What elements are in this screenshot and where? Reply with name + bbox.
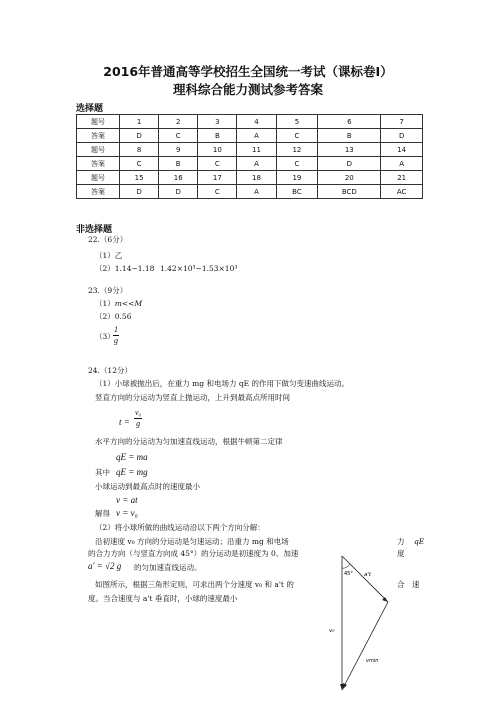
answer-table-cell: 5 <box>276 115 318 129</box>
answer-table-cell: B <box>318 129 381 143</box>
answer-table-cell: A <box>381 157 423 171</box>
answer-table-cell: 20 <box>318 171 381 185</box>
answer-table-cell: BC <box>276 185 318 199</box>
answer-table-number-row <box>77 171 423 185</box>
q24-line9: 的合力方向（与竖直方向成 45°）的分运动是初速度为 0、加速 <box>88 549 299 558</box>
answer-table-cell: C <box>276 157 318 171</box>
q22-part2-a: （2）1.14~1.18 <box>95 264 155 273</box>
q24-eq-t-fraction <box>134 408 142 429</box>
q24-line2: 竖直方向的分运动为竖直上抛运动，上升到最高点所用时间 <box>95 393 290 402</box>
answer-table-cell: 4 <box>237 115 276 129</box>
answer-table-cell: 8 <box>120 143 159 157</box>
answer-table-cell: B <box>159 157 198 171</box>
resultant-vector <box>342 602 388 690</box>
angle-arc <box>342 564 350 568</box>
angle-label: 45° <box>344 571 353 577</box>
answer-table-cell: 13 <box>318 143 381 157</box>
q24-line8-right-a: 力 <box>397 537 405 546</box>
vmin-label: vmin <box>366 658 379 664</box>
q22-part1: （1）乙 <box>95 251 123 260</box>
q24-eq-v-v0: v = v₀ <box>116 508 138 518</box>
q24-line10: 的匀加速直线运动。 <box>134 563 202 572</box>
q23-part2: （2）0.56 <box>95 312 132 321</box>
answer-table-cell: A <box>237 157 276 171</box>
answer-table-row-header: 题号 <box>77 115 120 129</box>
answer-table-cell: 12 <box>276 143 318 157</box>
answer-table-cell: 16 <box>159 171 198 185</box>
answer-table-cell: C <box>198 157 237 171</box>
q24-eq-qE-ma: qE = ma <box>116 452 148 462</box>
answer-table-row-header: 答案 <box>77 185 120 199</box>
answer-table-cell: C <box>276 129 318 143</box>
answer-table-cell: 10 <box>198 143 237 157</box>
title-line-1: 2016年普通高等学校招生全国统一考试（课标卷I） <box>103 64 393 79</box>
q23-heading: 23.（9分） <box>88 286 128 295</box>
answer-table-cell: C <box>159 129 198 143</box>
q24-line12: 度。当合速度与 a't 垂直时，小球的速度最小 <box>88 594 238 603</box>
q24-line6-prefix: 解得 <box>95 509 110 518</box>
v0-label: v₀ <box>329 628 335 634</box>
q23-part1-prefix: （1） <box>95 299 115 308</box>
q22-part2-b: 1.42×10³~1.53×10³ <box>160 264 238 273</box>
answer-table-cell: D <box>318 157 381 171</box>
answer-table-row-header: 答案 <box>77 129 120 143</box>
q24-line7: （2）将小球所做的曲线运动沿以下两个方向分解： <box>95 523 265 532</box>
q24-line8-right-b: qE <box>414 537 425 546</box>
answer-table-cell: B <box>198 129 237 143</box>
answer-table-cell: D <box>381 129 423 143</box>
q23-part3-fraction <box>113 325 119 346</box>
q24-line4-prefix: 其中 <box>95 468 110 477</box>
answer-table-cell: 7 <box>381 115 423 129</box>
answer-table-cell: 1 <box>120 115 159 129</box>
q23-part3-denominator: g <box>114 336 118 345</box>
title-line-2: 理科综合能力测试参考答案 <box>172 82 323 97</box>
answer-table-cell: C <box>120 157 159 171</box>
q24-line8: 沿初速度 v₀ 方向的分运动是匀速运动；沿重力 mg 和电场 <box>95 537 289 546</box>
answer-table-answer-row <box>77 185 423 199</box>
answer-table-cell: 3 <box>198 115 237 129</box>
answer-table-cell: A <box>237 185 276 199</box>
answer-table-cell: D <box>120 185 159 199</box>
q24-line3: 水平方向的分运动为匀加速直线运动，根据牛顿第二定律 <box>95 437 283 446</box>
answer-table-answer-row <box>77 157 423 171</box>
answer-table-cell: D <box>159 185 198 199</box>
answer-table-cell: A <box>237 129 276 143</box>
q24-eq-t-left: t = <box>119 417 130 427</box>
q23-part3-numerator: 1 <box>114 325 118 334</box>
q24-line11-right: 合 速 <box>397 580 420 589</box>
q24-line1: （1）小球被抛出后，在重力 mg 和电场力 qE 的作用下做匀变速曲线运动。 <box>95 379 349 388</box>
q24-heading: 24.（12分） <box>88 366 132 375</box>
q24-eq-a: a' = √2 g <box>88 561 122 571</box>
answer-table-row-header: 答案 <box>77 157 120 171</box>
q24-line5: 小球运动到最高点时的速度最小 <box>95 482 200 491</box>
answer-table-row-header: 题号 <box>77 143 120 157</box>
answer-table-cell: D <box>120 129 159 143</box>
answer-table-answer-row <box>77 129 423 143</box>
answer-table-cell: BCD <box>318 185 381 199</box>
answer-table-number-row <box>77 143 423 157</box>
q24-eq-t-denominator: g <box>136 419 141 428</box>
q23-part3-prefix: （3） <box>95 332 115 341</box>
answer-table-number-row <box>77 115 423 129</box>
answer-table-cell: 15 <box>120 171 159 185</box>
section-choice-heading: 选择题 <box>76 104 104 114</box>
answer-table-cell: 6 <box>318 115 381 129</box>
q24-line11: 如图所示，根据三角形定则，可求出两个分速度 v₀ 和 a't 的 <box>95 580 294 589</box>
section-nonchoice-heading: 非选择题 <box>76 225 113 235</box>
answer-table-cell: 9 <box>159 143 198 157</box>
at-vector <box>342 556 388 602</box>
answer-table <box>76 114 423 199</box>
q24-eq-t-numerator: v₀ <box>135 408 142 417</box>
q23-part1-math: m<<M <box>114 299 143 308</box>
answer-table-cell: C <box>198 185 237 199</box>
answer-table-cell: 14 <box>381 143 423 157</box>
q24-eq-qE-mg: qE = mg <box>116 467 148 477</box>
answer-table-cell: 17 <box>198 171 237 185</box>
at-label: a't <box>364 572 372 578</box>
velocity-triangle-diagram <box>326 548 396 698</box>
q22-heading: 22.（6分） <box>88 235 128 244</box>
answer-table-cell: 18 <box>237 171 276 185</box>
q24-line9-right: 度 <box>397 549 405 558</box>
answer-table-cell: 2 <box>159 115 198 129</box>
answer-table-cell: 21 <box>381 171 423 185</box>
q24-eq-v-at: v = at <box>116 495 138 505</box>
q23-part1 <box>95 299 142 309</box>
at-arrowhead <box>382 597 388 602</box>
answer-table-cell: AC <box>381 185 423 199</box>
answer-table-row-header: 题号 <box>77 171 120 185</box>
answer-table-cell: 19 <box>276 171 318 185</box>
answer-table-cell: 11 <box>237 143 276 157</box>
